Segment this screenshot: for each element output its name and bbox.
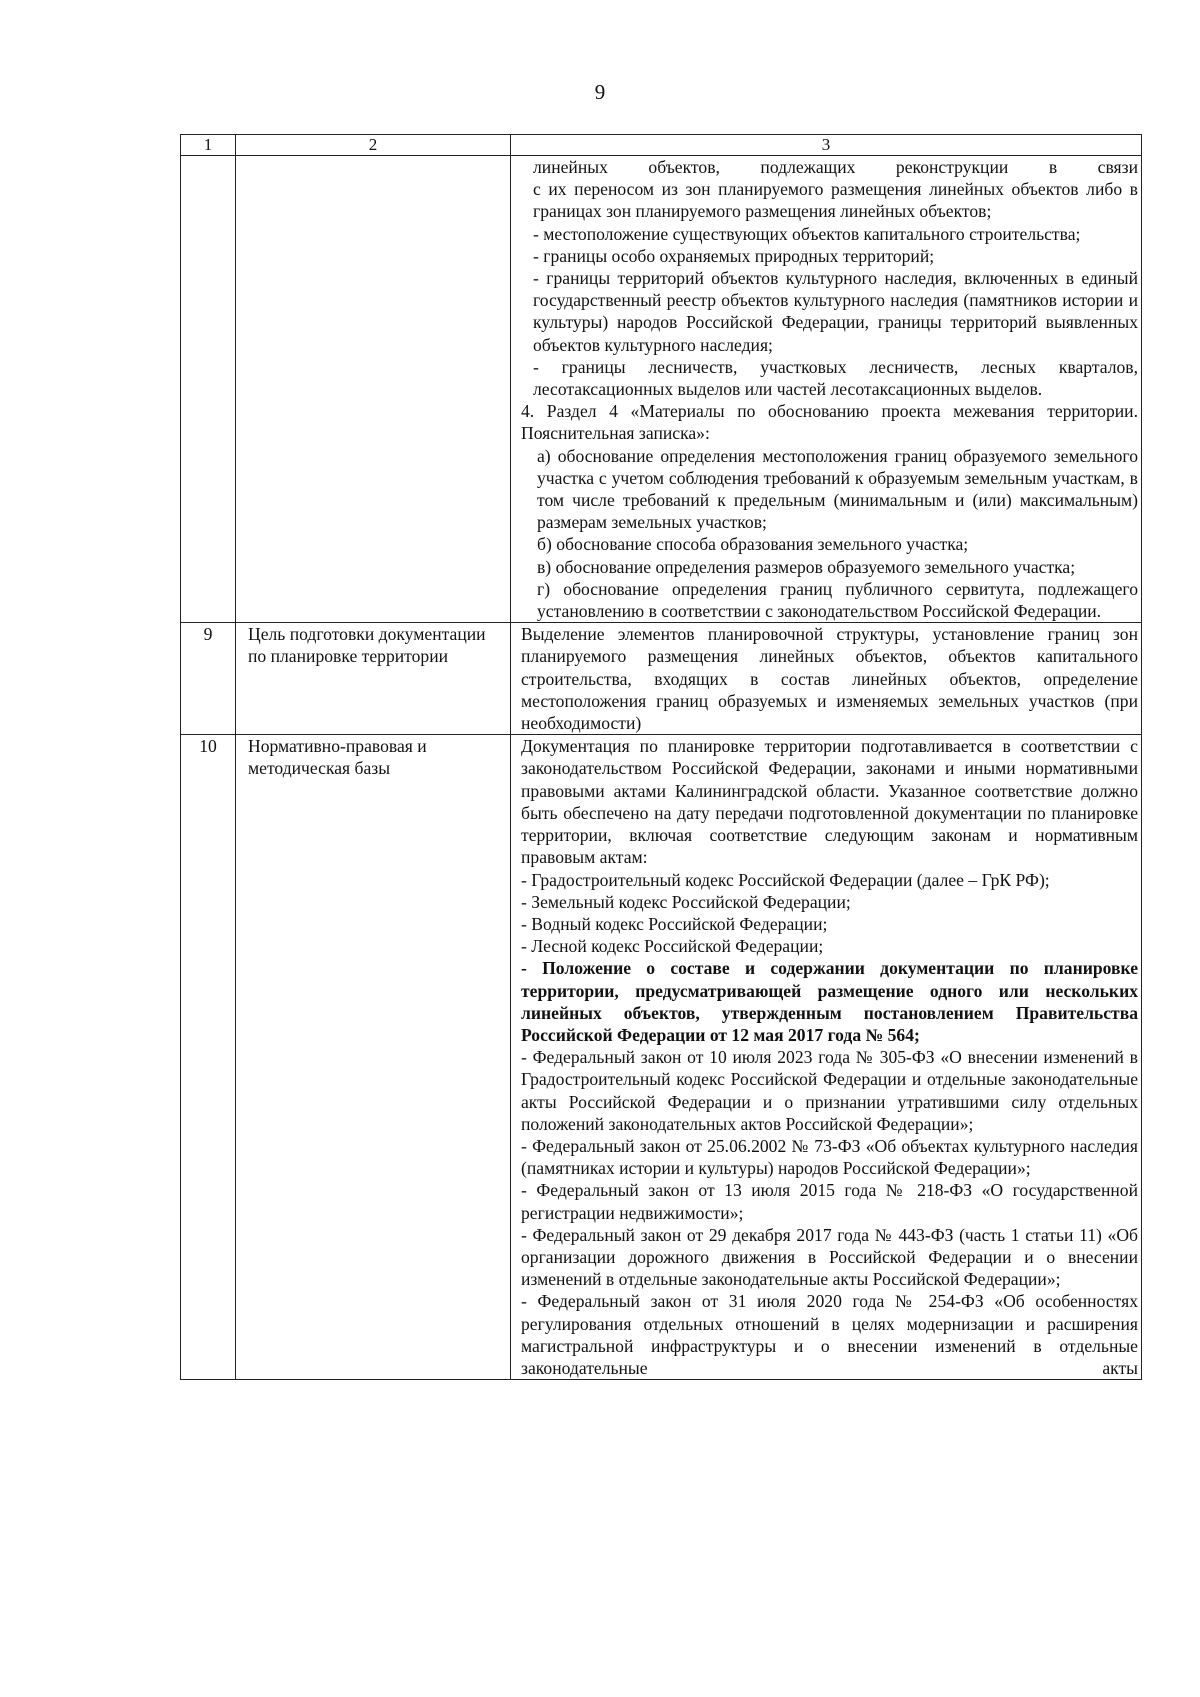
page-number: 9 (594, 80, 606, 104)
header-col-1: 1 (181, 135, 236, 156)
content-paragraph: - Федеральный закон от 31 июля 2020 года № 254-ФЗ «Об особенностях регулирования отдельных отношений в целях модернизации и расширения магистральной инфраструктуры и о внесении изменений в отдельные законодательные акты (521, 1291, 1138, 1378)
content-paragraph: - Градостроительный кодекс Российской Федерации (далее – ГрК РФ); (521, 869, 1050, 890)
table-row-continued (181, 156, 1142, 623)
table-row-9 (181, 623, 1142, 735)
content-paragraph: с их переносом из зон планируемого размещения линейных объектов либо в границах зон планируемого размещения линейных объектов; (533, 179, 1138, 222)
row-number-cell: 9 (181, 623, 236, 735)
content-paragraph: - границы лесничеств, участковых лесничеств, лесных кварталов, лесотаксационных выделов или частей лесотаксационных выделов. (533, 356, 1138, 400)
content-paragraph: - местоположение существующих объектов капитального строительства; (533, 223, 1081, 244)
table-row-10 (181, 735, 1142, 1380)
content-paragraph: - Федеральный закон от 10 июля 2023 года № 305-ФЗ «О внесении изменений в Градостроительный кодекс Российской Федерации и отдельные законодательные акты Российской Федерации и о признании утратившими силу отдельных положений законодательных актов Российской Федерации»; (521, 1047, 1138, 1134)
row-title: Нормативно-правовая и методическая базы (248, 736, 427, 779)
row-content-cell (511, 735, 1142, 1380)
content-paragraph: в) обоснование определения размеров образуемого земельного участка; (537, 556, 1076, 577)
content-paragraph: 4. Раздел 4 «Материалы по обоснованию проекта межевания территории. Пояснительная записка»: (521, 401, 1138, 444)
row-title: Цель подготовки документации по планировке территории (248, 624, 486, 667)
content-paragraph: - Федеральный закон от 29 декабря 2017 года № 443-ФЗ (часть 1 статьи 11) «Об организации дорожного движения в Российской Федерации и о внесении изменений в отдельные законодательные акты Российской Федерации»; (521, 1224, 1138, 1290)
row-title-cell (236, 735, 511, 1380)
content-paragraph: - границы территорий объектов культурного наследия, включенных в единый государственный реестр объектов культурного наследия (памятников истории и культуры) народов Российской Федерации, границы территорий выявленных объектов культурного наследия; (533, 268, 1138, 355)
content-paragraph-bold: - Положение о составе и содержании документации по планировке территории, предусматривающей размещение одного или нескольких линейных объектов, утвержденным постановлением Правительства Российской Федерации от 12 мая 2017 года № 564; (521, 958, 1138, 1045)
table-header-row (181, 135, 1142, 156)
header-col-2: 2 (236, 135, 511, 156)
content-paragraph: б) обоснование способа образования земельного участка; (537, 534, 969, 555)
row-number-cell (181, 156, 236, 623)
header-col-3: 3 (511, 135, 1142, 156)
content-paragraph: - Федеральный закон от 13 июля 2015 года № 218-ФЗ «О государственной регистрации недвижимости»; (521, 1180, 1138, 1223)
content-paragraph: Выделение элементов планировочной структуры, установление границ зон планируемого размещения линейных объектов, объектов капитального строительства, входящих в состав линейных объектов, определение местоположения границ образуемых и изменяемых земельных участков (при необходимости) (521, 624, 1138, 734)
row-title-cell (236, 156, 511, 623)
content-paragraph: - границы особо охраняемых природных территорий; (533, 245, 935, 266)
content-paragraph: - Лесной кодекс Российской Федерации; (521, 936, 824, 957)
row-title-cell (236, 623, 511, 735)
content-paragraph: - Федеральный закон от 25.06.2002 № 73-ФЗ «Об объектах культурного наследия (памятниках истории и культуры) народов Российской Федерации»; (521, 1135, 1138, 1179)
row-content-cell (511, 623, 1142, 735)
content-paragraph: линейных объектов, подлежащих реконструкции в связи (533, 157, 1138, 177)
content-paragraph: г) обоснование определения границ публичного сервитута, подлежащего установлению в соответствии с законодательством Российской Федерации. (537, 578, 1138, 622)
row-number-cell: 10 (181, 735, 236, 1380)
content-paragraph: Документация по планировке территории подготавливается в соответствии с законодательством Российской Федерации, законами и иными нормативными правовыми актами Калининградской области. Указанное соответствие должно быть обеспечено на дату передачи подготовленной документации по планировке территории, включая соответствие следующим законам и нормативным правовым актам: (521, 736, 1138, 868)
content-paragraph: - Земельный кодекс Российской Федерации; (521, 891, 851, 912)
content-paragraph: а) обоснование определения местоположения границ образуемого земельного участка с учетом соблюдения требований к образуемым земельным участкам, в том числе требований к предельным (минимальным и (или) максимальным) размерам земельных участков; (537, 445, 1138, 533)
row-content-cell (511, 156, 1142, 623)
requirements-table (180, 134, 1142, 1380)
content-paragraph: - Водный кодекс Российской Федерации; (521, 913, 828, 934)
